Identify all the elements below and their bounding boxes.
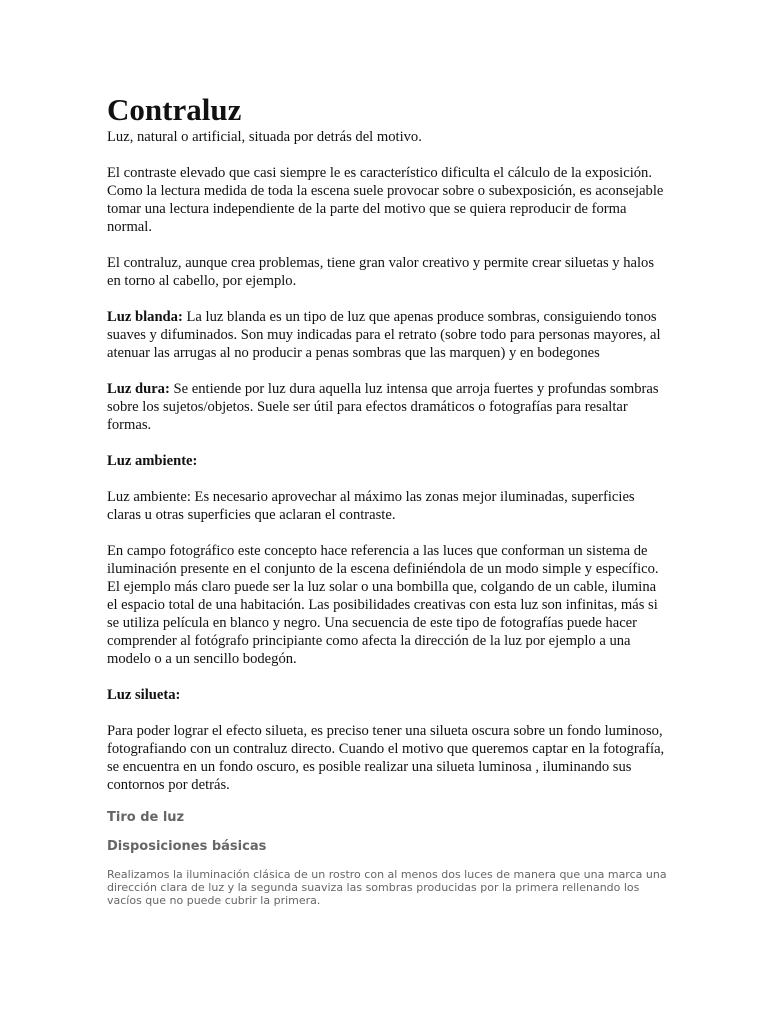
luz-silueta-paragraph: Para poder lograr el efecto silueta, es preciso tener una silueta oscura sobre un fondo luminoso, fotografiando con un contraluz directo. Cuando el motivo que queremos captar en la fotografía, se encuentra en un fondo oscuro, es posible realizar una silueta luminosa , iluminando sus contornos por detrás. xyxy=(107,723,665,793)
luz-ambiente-paragraph-1: Luz ambiente: Es necesario aprovechar al máximo las zonas mejor iluminadas, superficies claras u otras superficies que aclaran el contraste. xyxy=(107,489,635,523)
page-title: Contraluz xyxy=(107,92,242,127)
disposiciones-paragraph: Realizamos la iluminación clásica de un rostro con al menos dos luces de manera que una marca una dirección clara de luz y la segunda suaviza las sombras producidas por la primera rellenando los vacíos que no puede cubrir la primera. xyxy=(107,868,667,907)
creative-paragraph: El contraluz, aunque crea problemas, tiene gran valor creativo y permite crear siluetas y halos en torno al cabello, por ejemplo. xyxy=(107,255,655,289)
document-page xyxy=(107,92,667,907)
contrast-paragraph: El contraste elevado que casi siempre le es característico dificulta el cálculo de la exposición. Como la lectura medida de toda la escena suele provocar sobre o subexposición, es aconsejable tomar una lectura independiente de la parte del motivo que se quiera reproducir de forma normal. xyxy=(107,165,664,235)
luz-dura-label: Luz dura: xyxy=(107,381,170,397)
luz-ambiente-heading-text: Luz ambiente: xyxy=(107,453,198,469)
luz-ambiente-paragraph-2: En campo fotográfico este concepto hace referencia a las luces que conforman un sistema de iluminación presente en el conjunto de la escena definiéndola de un modo simple y específico. El ejemplo más claro puede ser la luz solar o una bombilla que, colgando de un cable, ilumina el espacio total de una habitación. Las posibilidades creativas con esta luz son infinitas, más si se utiliza película en blanco y negro. Una secuencia de este tipo de fotografías puede hacer comprender al fotógrafo principiante como afecta la dirección de la luz por ejemplo a una modelo o a un sencillo bodegón. xyxy=(107,543,659,667)
luz-blanda-text: La luz blanda es un tipo de luz que apenas produce sombras, consiguiendo tonos suaves y difuminados. Son muy indicadas para el retrato (sobre todo para personas mayores, al atenuar las arrugas al no producir a penas sombras que las marquen) y en bodegones xyxy=(107,309,661,361)
luz-silueta-heading xyxy=(107,686,667,704)
luz-blanda-paragraph xyxy=(107,308,667,362)
luz-silueta-heading-text: Luz silueta: xyxy=(107,687,181,703)
luz-dura-text: Se entiende por luz dura aquella luz intensa que arroja fuertes y profundas sombras sobre los sujetos/objetos. Suele ser útil para efectos dramáticos o fotografías para resaltar formas. xyxy=(107,381,659,433)
disposiciones-heading: Disposiciones básicas xyxy=(107,839,267,854)
luz-dura-paragraph xyxy=(107,380,667,434)
tiro-de-luz-heading: Tiro de luz xyxy=(107,810,185,825)
luz-blanda-label: Luz blanda: xyxy=(107,309,183,325)
intro-paragraph: Luz, natural o artificial, situada por detrás del motivo. xyxy=(107,129,422,145)
luz-ambiente-heading xyxy=(107,452,667,470)
